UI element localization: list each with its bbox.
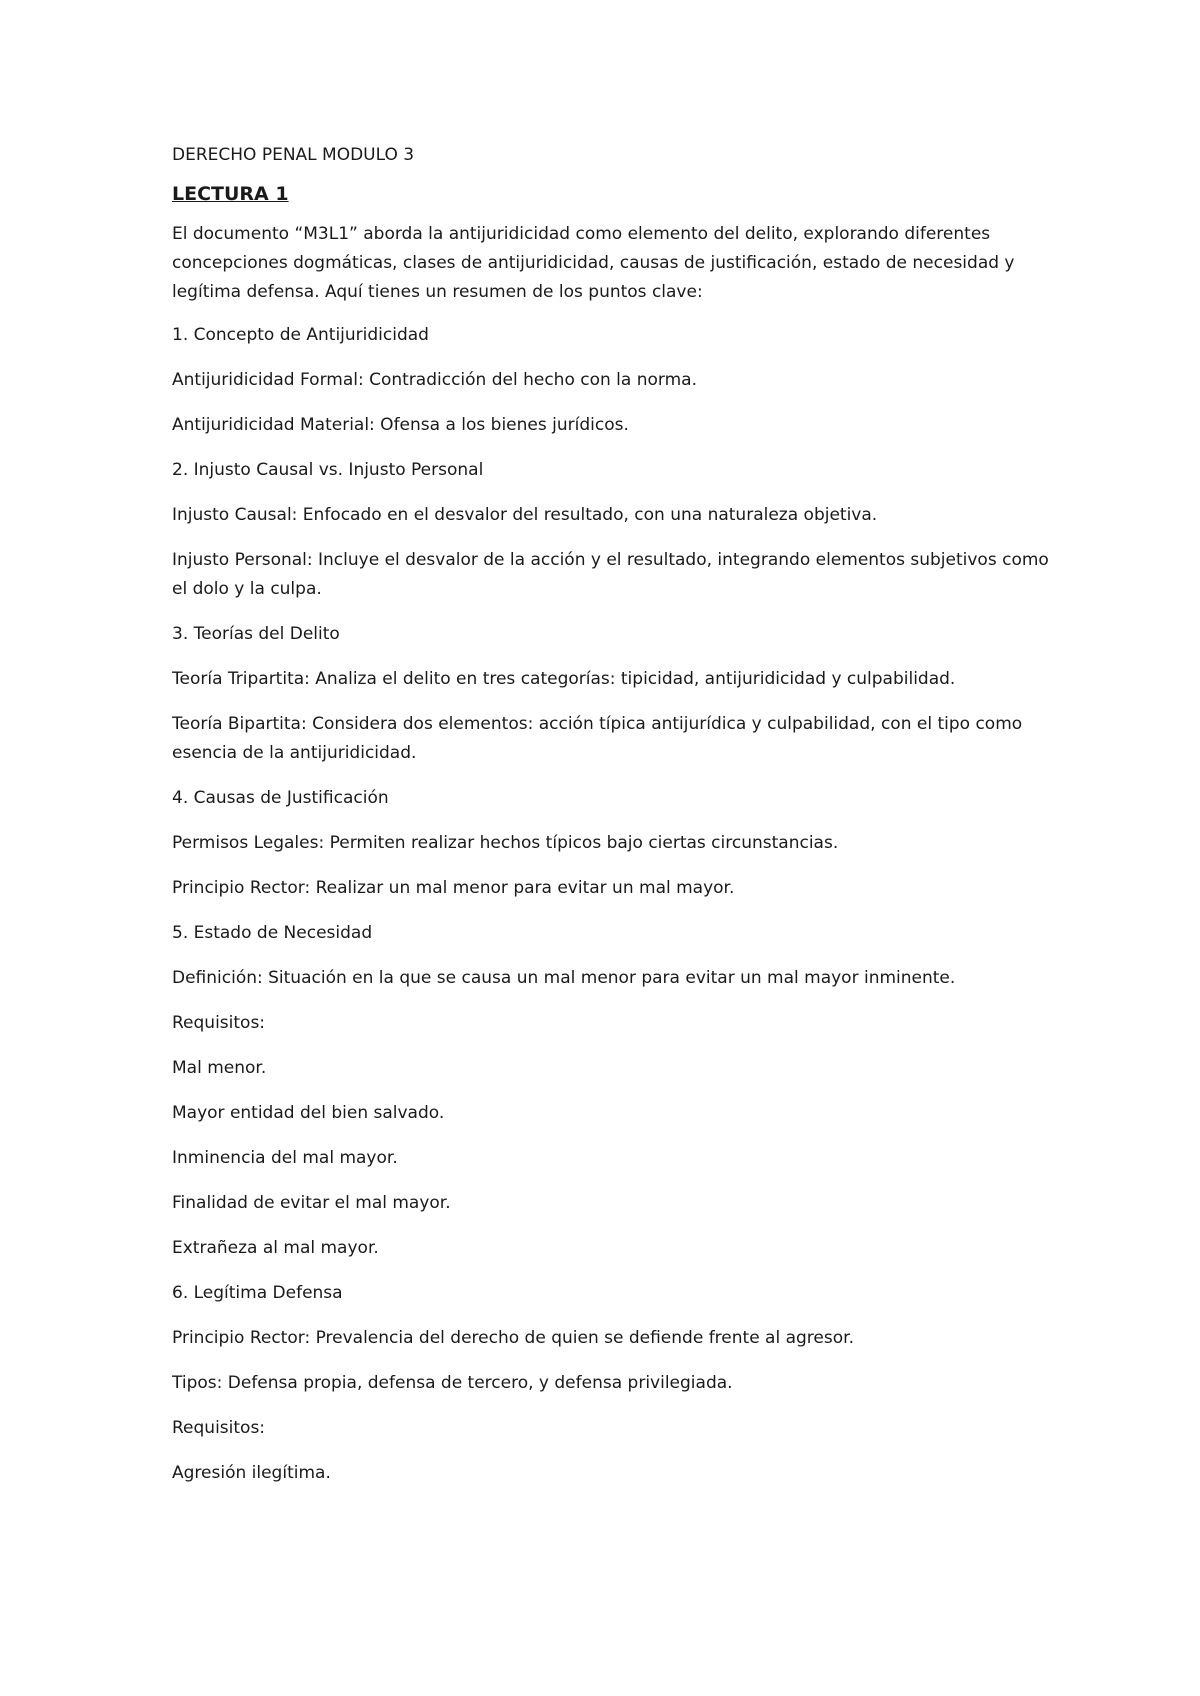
paragraph-antijuridicidad-material: Antijuridicidad Material: Ofensa a los bienes jurídicos. bbox=[172, 415, 629, 435]
paragraph-requisitos-1: Requisitos: bbox=[172, 1013, 266, 1033]
paragraph-requisitos-2: Requisitos: bbox=[172, 1418, 266, 1438]
paragraph-definicion: Definición: Situación en la que se causa un mal menor para evitar un mal mayor inminente. bbox=[172, 968, 956, 988]
heading-legitima-defensa: 6. Legítima Defensa bbox=[172, 1283, 343, 1303]
paragraph-injusto-personal: Injusto Personal: Incluye el desvalor de la acción y el resultado, integrando elementos subjetivos como el dolo y la culpa. bbox=[172, 550, 1049, 599]
section-heading: LECTURA 1 bbox=[172, 183, 289, 205]
paragraph-tipos: Tipos: Defensa propia, defensa de tercero, y defensa privilegiada. bbox=[172, 1373, 733, 1393]
list-item: Mal menor. bbox=[172, 1058, 267, 1078]
paragraph-principio-rector-2: Principio Rector: Prevalencia del derecho de quien se defiende frente al agresor. bbox=[172, 1328, 854, 1348]
paragraph-teoria-bipartita: Teoría Bipartita: Considera dos elementos: acción típica antijurídica y culpabilidad, con el tipo como esencia de la antijuridicidad. bbox=[172, 714, 1023, 763]
list-item: Finalidad de evitar el mal mayor. bbox=[172, 1193, 451, 1213]
document-page bbox=[172, 144, 1052, 1504]
list-item: Agresión ilegítima. bbox=[172, 1463, 331, 1483]
heading-estado-necesidad: 5. Estado de Necesidad bbox=[172, 923, 373, 943]
heading-teorias-delito: 3. Teorías del Delito bbox=[172, 624, 340, 644]
intro-paragraph: El documento “M3L1” aborda la antijuridicidad como elemento del delito, explorando diferentes concepciones dogmáticas, clases de antijuridicidad, causas de justificación, estado de necesidad y legítima defensa. Aquí tienes un resumen de los puntos clave: bbox=[172, 224, 1015, 302]
heading-concepto-antijuridicidad: 1. Concepto de Antijuridicidad bbox=[172, 325, 429, 345]
paragraph-antijuridicidad-formal: Antijuridicidad Formal: Contradicción del hecho con la norma. bbox=[172, 370, 697, 390]
paragraph-principio-rector-1: Principio Rector: Realizar un mal menor para evitar un mal mayor. bbox=[172, 878, 735, 898]
list-item: Inminencia del mal mayor. bbox=[172, 1148, 398, 1168]
document-title: DERECHO PENAL MODULO 3 bbox=[172, 145, 415, 165]
paragraph-injusto-causal: Injusto Causal: Enfocado en el desvalor del resultado, con una naturaleza objetiva. bbox=[172, 505, 878, 525]
list-item: Extrañeza al mal mayor. bbox=[172, 1238, 379, 1258]
paragraph-permisos-legales: Permisos Legales: Permiten realizar hechos típicos bajo ciertas circunstancias. bbox=[172, 833, 839, 853]
heading-causas-justificacion: 4. Causas de Justificación bbox=[172, 788, 389, 808]
heading-injusto-causal-personal: 2. Injusto Causal vs. Injusto Personal bbox=[172, 460, 484, 480]
list-item: Mayor entidad del bien salvado. bbox=[172, 1103, 445, 1123]
paragraph-teoria-tripartita: Teoría Tripartita: Analiza el delito en tres categorías: tipicidad, antijuridicidad y culpabilidad. bbox=[172, 669, 956, 689]
